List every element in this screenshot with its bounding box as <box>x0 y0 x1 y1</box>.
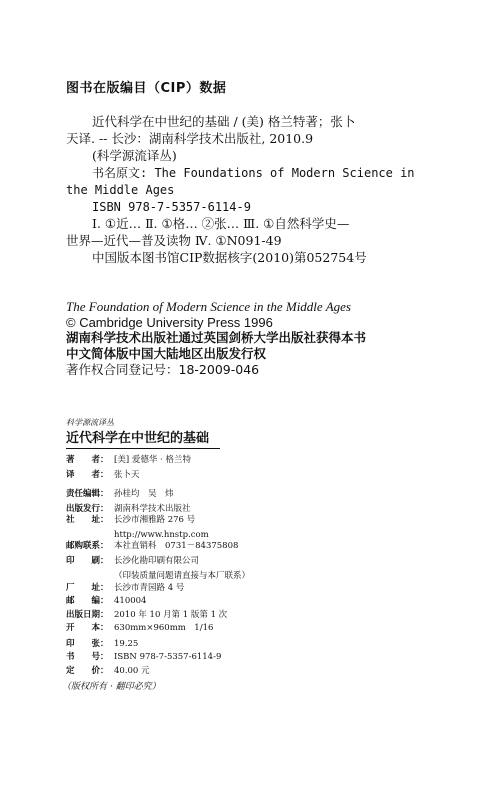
colophon-row <box>66 471 140 480</box>
colophon-value: 长沙市青园路 4 号 <box>114 583 185 593</box>
rights-grant: 湖南科学技术出版社通过英国剑桥大学出版社获得本书 <box>66 330 367 345</box>
colophon-label: 开 本： <box>66 623 109 633</box>
colophon-row <box>66 516 195 525</box>
rights-scope: 中文简体版中国大陆地区出版发行权 <box>66 346 267 361</box>
colophon-value: 湖南科学技术出版社 <box>114 504 191 514</box>
cip-entry-line: 天译. -- 长沙：湖南科学技术出版社, 2010.9 <box>66 131 314 146</box>
colophon-row <box>66 611 227 620</box>
colophon-label: 印 张： <box>66 639 109 649</box>
colophon-value: 张卜天 <box>114 470 140 480</box>
colophon-value: （印装质量问题请直接与本厂联系） <box>114 571 251 581</box>
colophon-row <box>66 624 213 633</box>
cip-series-line: (科学源流译丛) <box>92 148 177 163</box>
colophon-label: 译 者： <box>66 470 109 480</box>
original-title: The Foundation of Modern Science in the Middle Ages <box>66 299 351 314</box>
colophon-row <box>66 584 184 593</box>
colophon-value: 2010 年 10 月第 1 版第 1 次 <box>114 610 228 620</box>
colophon-row <box>66 557 199 566</box>
colophon-label: 出版发行： <box>66 504 109 514</box>
colophon-row <box>66 572 250 581</box>
cip-original-title-line: the Middle Ages <box>66 183 175 197</box>
colophon-label: 邮购联系： <box>66 541 109 551</box>
colophon-row <box>66 542 238 551</box>
colophon-value: http://www.hnstp.com <box>114 530 209 540</box>
copyright-press: © Cambridge University Press 1996 <box>66 315 273 330</box>
colophon-row <box>66 667 150 676</box>
colophon-label: 印 刷： <box>66 556 109 566</box>
colophon-label: 定 价： <box>66 666 109 676</box>
colophon-row <box>66 531 209 540</box>
colophon-value: 19.25 <box>114 639 139 649</box>
colophon-label: 书 号： <box>66 652 109 662</box>
colophon-value: 孙桂均 吴 炜 <box>114 489 174 499</box>
colophon-row <box>66 456 191 465</box>
colophon-value: [美] 爱德华 · 格兰特 <box>114 455 191 465</box>
series-name: 科学源流译丛 <box>66 418 114 427</box>
book-title: 近代科学在中世纪的基础 <box>66 431 210 446</box>
colophon-label: 责任编辑： <box>66 489 109 499</box>
cip-classification-line: 世界—近代—普及读物 Ⅳ. ①N091-49 <box>66 233 282 248</box>
colophon-row <box>66 490 174 499</box>
colophon-row <box>66 653 221 662</box>
colophon-label: 社 址： <box>66 515 109 525</box>
colophon-label: 邮 编： <box>66 596 109 606</box>
colophon-value: ISBN 978-7-5357-6114-9 <box>114 652 222 662</box>
colophon-value: 40.00 元 <box>114 666 150 676</box>
cip-original-title-line: 书名原文: The Foundations of Modern Science in <box>92 166 415 180</box>
cip-entry-line: 近代科学在中世纪的基础 / (美) 格兰特著；张卜 <box>92 114 356 129</box>
colophon-value: 本社直销科 0731－84375808 <box>114 541 239 551</box>
colophon-label: 出版日期： <box>66 610 109 620</box>
colophon-value: 410004 <box>114 596 147 606</box>
colophon-value: 长沙市湘雅路 276 号 <box>114 515 196 525</box>
rights-reserved: （版权所有 · 翻印必究） <box>62 682 161 692</box>
colophon-label: 厂 址： <box>66 583 109 593</box>
colophon-value: 长沙化勘印刷有限公司 <box>114 556 200 566</box>
cip-heading: 图书在版编目（CIP）数据 <box>66 81 227 96</box>
colophon-label: 著 者： <box>66 455 109 465</box>
cip-record-number: 中国版本图书馆CIP数据核字(2010)第052754号 <box>92 250 367 265</box>
colophon-row <box>66 505 191 514</box>
cip-isbn-line: ISBN 978-7-5357-6114-9 <box>92 200 251 214</box>
colophon-row <box>66 597 146 606</box>
colophon-row <box>66 640 138 649</box>
colophon-value: 630mm×960mm 1/16 <box>114 623 214 633</box>
cip-classification-line: Ⅰ. ①近… Ⅱ. ①格… ②张… Ⅲ. ①自然科学史— <box>92 216 350 231</box>
contract-registration: 著作权合同登记号：18-2009-046 <box>66 362 260 377</box>
title-divider <box>66 448 220 449</box>
